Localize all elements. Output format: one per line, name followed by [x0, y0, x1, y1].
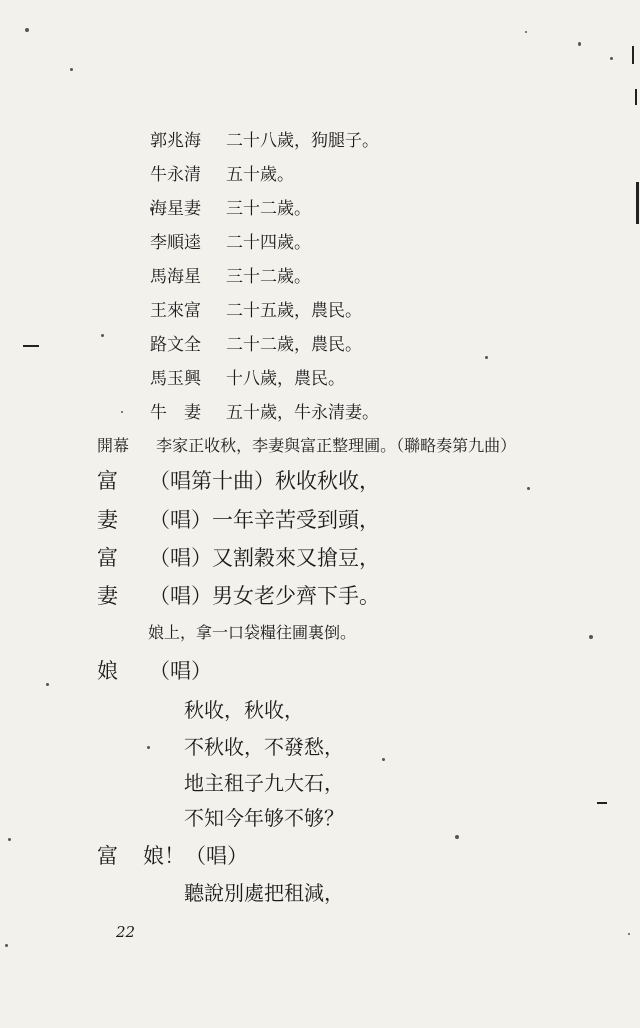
- cast-name: 牛 妻: [150, 402, 201, 423]
- dialogue-line: [97, 586, 557, 607]
- speaker-label: 富: [97, 469, 118, 493]
- scan-speck: [70, 68, 73, 71]
- cast-description: 二十二歲，農民。: [226, 334, 362, 355]
- cast-name: 牛永清: [150, 164, 201, 185]
- scan-edge-mark: [23, 345, 39, 347]
- speaker-label: 妻: [97, 584, 118, 608]
- song-line: 秋收，秋收，: [184, 698, 304, 722]
- song-line: 不秋收，不發愁，: [184, 735, 344, 759]
- page-number: 22: [116, 923, 136, 941]
- cast-description: 三十二歲。: [226, 266, 311, 287]
- stage-direction: 娘上，拿一口袋糧往圃裏倒。: [148, 623, 357, 642]
- song-line: 地主租子九大石，: [184, 771, 344, 795]
- scan-speck: [382, 758, 385, 761]
- dialogue-text: （唱）一年辛苦受到頭，: [149, 508, 380, 532]
- dialogue-text: （唱第十曲）秋收秋收，: [149, 469, 380, 493]
- dialogue-line: [97, 510, 557, 531]
- scan-edge-mark: [636, 182, 639, 224]
- dialogue-line: [97, 471, 557, 492]
- cast-row: [150, 260, 510, 294]
- dialogue-line: [97, 548, 557, 569]
- dialogue-text: 娘！（唱）: [143, 844, 248, 868]
- speaker-label: 富: [97, 546, 118, 570]
- cast-row: [150, 328, 510, 362]
- opening-stage-direction: [97, 438, 516, 454]
- song-line: 聽說別處把租減，: [184, 881, 344, 905]
- scan-edge-mark: [635, 89, 637, 105]
- scan-speck: [121, 411, 123, 413]
- dialogue-text: （唱）又割穀來又搶豆，: [149, 546, 380, 570]
- cast-description: 二十八歲，狗腿子。: [226, 130, 379, 151]
- cast-name: 王來富: [150, 300, 201, 321]
- cast-row: [150, 362, 510, 396]
- scan-speck: [578, 42, 581, 46]
- scan-speck: [628, 933, 630, 935]
- cast-name: 郭兆海: [150, 130, 201, 151]
- cast-description: 三十二歲。: [226, 198, 311, 219]
- scan-speck: [589, 635, 593, 639]
- scan-speck: [455, 835, 459, 839]
- singing-cue: （唱）: [149, 659, 212, 683]
- cast-description: 二十四歲。: [226, 232, 311, 253]
- cast-name: 路文全: [150, 334, 201, 355]
- scan-speck: [525, 31, 527, 33]
- cast-name: 李順逵: [150, 232, 201, 253]
- scan-speck: [8, 838, 11, 841]
- scan-speck: [5, 944, 8, 947]
- opening-text: 李家正收秋，李妻與富正整理圃。（聯略奏第九曲）: [156, 436, 517, 455]
- cast-row: [150, 294, 510, 328]
- cast-description: 十八歲，農民。: [226, 368, 345, 389]
- scan-speck: [46, 683, 49, 686]
- dialogue-text: （唱）男女老少齊下手。: [149, 584, 380, 608]
- cast-list: [150, 124, 510, 430]
- scan-edge-mark: [632, 46, 634, 64]
- cast-name: 馬玉興: [150, 368, 201, 389]
- mother-cue-line: [97, 661, 557, 682]
- song-line: 不知今年够不够？: [184, 806, 344, 830]
- scan-speck: [610, 57, 613, 60]
- speaker-label: 富: [97, 844, 118, 868]
- cast-row: [150, 124, 510, 158]
- cast-row: [150, 158, 510, 192]
- scan-speck: [25, 28, 29, 32]
- cast-description: 二十五歲，農民。: [226, 300, 362, 321]
- opening-label: 開幕: [97, 436, 130, 455]
- cast-row: [150, 226, 510, 260]
- scan-speck: [147, 746, 150, 749]
- cast-row: [150, 192, 510, 226]
- cast-name: 海星妻: [150, 198, 201, 219]
- cast-description: 五十歲。: [226, 164, 294, 185]
- cast-name: 馬海星: [150, 266, 201, 287]
- scan-edge-mark: [597, 802, 607, 804]
- speaker-label: 妻: [97, 508, 118, 532]
- cast-description: 五十歲，牛永清妻。: [226, 402, 379, 423]
- cast-row: [150, 396, 510, 430]
- scan-speck: [101, 334, 104, 337]
- speaker-label: 娘: [97, 659, 118, 683]
- dialogue-line: [97, 846, 557, 867]
